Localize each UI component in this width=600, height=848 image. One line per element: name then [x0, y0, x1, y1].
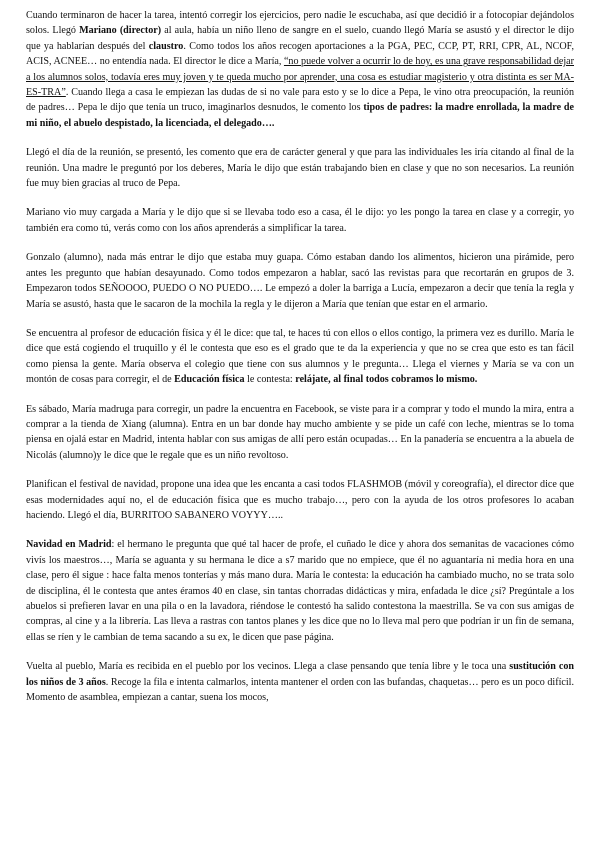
text-run: Gonzalo (alumno), nada más entrar le dijo que estaba muy guapa. Cómo estaban dando los alimentos, hicieron una pirámide, pero antes les pregunto que habían desayunado. Como todos empezaron a hablar, sacó las revistas para que recortarán en grupos de 3. Empezaron todos SEÑOOOO, PUEDO O NO PUEDO…. Le empezó a doler la barriga a Lucía, empezaron a decir que tenía la regla y María se asustó, hasta que le sacaron de la mochila la regla y le dijeron a María que tenían que estar en el armario. — [26, 252, 574, 310]
paragraph — [26, 326, 574, 388]
bold-text-run: tipos de padres: la madre enrollada, la madre de mi niño, el abuelo despistado, la licenciada, el delegado…. — [26, 102, 575, 129]
paragraph — [26, 8, 574, 131]
text-run: : el hermano le pregunta que qué tal hacer de profe, el cuñado le dice y ahora dos semanitas de vacaciones cómo vivís los maestros…, María se aguanta y su hermana le dice a s7 marido que no empiece, que él no aguantaría ni media hora en una clase, pero él sigue : hace falta menos tonterías y más mano dura. María le contesta: la educación ha cambiado mucho, no se trata solo de disciplina, él le contesta que antes éramos 40 en clase, sin tantas chorradas didácticas y mira, enfadada le dice ¿sí? Pregúntale a los abuelos si prefieren lavar en una pila o en la lavadora, riéndose le contestó ha salido contestona la maestrilla. Se va con sus amigas de compras, al cine y a la librería. Las lleva a rastras con tantos planes y les dice que no lo lleva mal pero que podrían ir un fin de semana, ellas se ríen y le cambian de tema sacando a su ex, le dicen que pase página. — [26, 539, 574, 643]
bold-text-run: sustitución con los niños de 3 años — [26, 661, 574, 688]
bold-text-run: Mariano (director) — [79, 25, 162, 37]
text-run: Mariano vio muy cargada a María y le dijo que si se llevaba todo eso a casa, él le dijo: yo les pongo la tarea en clase y a corregir, yo también era como tú, verás como con los años aprenderás a simplificar la tarea. — [26, 207, 574, 234]
text-run: Vuelta al pueblo, María es recibida en el pueblo por los vecinos. Llega a clase pensando que tenía libre y le toca una — [26, 661, 510, 673]
paragraph — [26, 537, 574, 645]
paragraph — [26, 250, 574, 312]
text-run: Se encuentra al profesor de educación física y él le dice: que tal, te haces tú con ellos o ellos contigo, la primera vez es durillo. María le dice que está cogiendo el truquillo y él le contesta que eso es el grado que te da la experiencia y que no se crea que esto es tan fácil como piensa la gente. María observa el colegio que tiene con sus alumnos y le pregunta… Llega el viernes y María se va con un montón de cosas para corregir, el de — [26, 327, 574, 386]
paragraph — [26, 145, 574, 191]
text-run: . Cuando llega a casa le empiezan las dudas de si no vale para esto y se lo dice a Pepa, le vino otra preocupación, la reunión de padres… Pepa le dijo que tenía un truco, imaginarlos desnudos, le comento los — [26, 87, 574, 114]
text-run: Planifican el festival de navidad, propone una idea que les encanta a casi todos FLASHMOB (móvil y coreografía), el director dice que esas modernidades aquí no, el de educación física que es mucho trabajo…, pero con la ayuda de los otros profesores lo acaban haciendo. Llegó el día, BURRITOO SABANERO VOYYY….. — [26, 479, 574, 521]
text-run: Llegó el día de la reunión, se presentó, les comento que era de carácter general y que para las individuales les iría citando al final de la reunión. Una madre le preguntó por los deberes, María le dijo que están trabajando bien en clase y que no son necesarios. La reunión fue muy bien gracias al truco de Pepa. — [26, 147, 574, 190]
paragraph — [26, 402, 574, 464]
bold-text-run: Navidad en Madrid — [26, 539, 112, 551]
text-run: Cuando terminaron de hacer la tarea, intentó corregir los ejercicios, pero nadie le escuchaba, así que decidió ir a fotocopiar dejándolos solos. Llegó — [26, 10, 574, 37]
bold-text-run: claustro — [148, 40, 184, 52]
text-run: Es sábado, María madruga para corregir, un padre la encuentra en Facebook, se viste para ir a comprar y todo el mundo la mira, entra a comprar a la tienda de Xiang (alumna). Entra en un bar donde hay mucho ambiente y se pide un café con leche, mientras se lo toma piensa en ojalá estar en Madrid, intenta hablar con sus amigas de allí pero están ocupadas… En la panadería se encuentra a la abuela de Nicolás (alumno)y le dice que le regale que es un niño revoltoso. — [26, 403, 574, 461]
paragraph — [26, 659, 574, 705]
underlined-quote: “no puede volver a ocurrir lo de hoy, es una grave responsabilidad dejar a los alumnos solos, todavía eres muy joven y te queda mucho por aprender, una cosa es estudiar magisterio y otra distinta es ser MA-ES-TRA” — [26, 56, 574, 99]
paragraph — [26, 205, 574, 236]
text-run: . Como todos los años recogen aportaciones a la PGA, PEC, CCP, PT, RRI, CPR, AL, NCOF, ACIS, ACNEE… no entendía nada. El director le dice a María, — [26, 40, 574, 68]
paragraph — [26, 477, 574, 523]
bold-text-run: relájate, al final todos cobramos lo mismo. — [295, 374, 478, 386]
text-run: al aula, había un niño lleno de sangre en el suelo, cuando llegó María se asustó y el director le dijo que ya hablarían después del — [26, 25, 574, 52]
text-run: . Recoge la fila e intenta calmarlos, intenta mantener el orden con las bufandas, chaquetas… pero es un poco difícil. Momento de asamblea, empiezan a cantar, suena los mocos, — [26, 676, 574, 704]
bold-text-run: Educación física — [174, 374, 245, 386]
text-run: le contesta: — [244, 374, 296, 386]
